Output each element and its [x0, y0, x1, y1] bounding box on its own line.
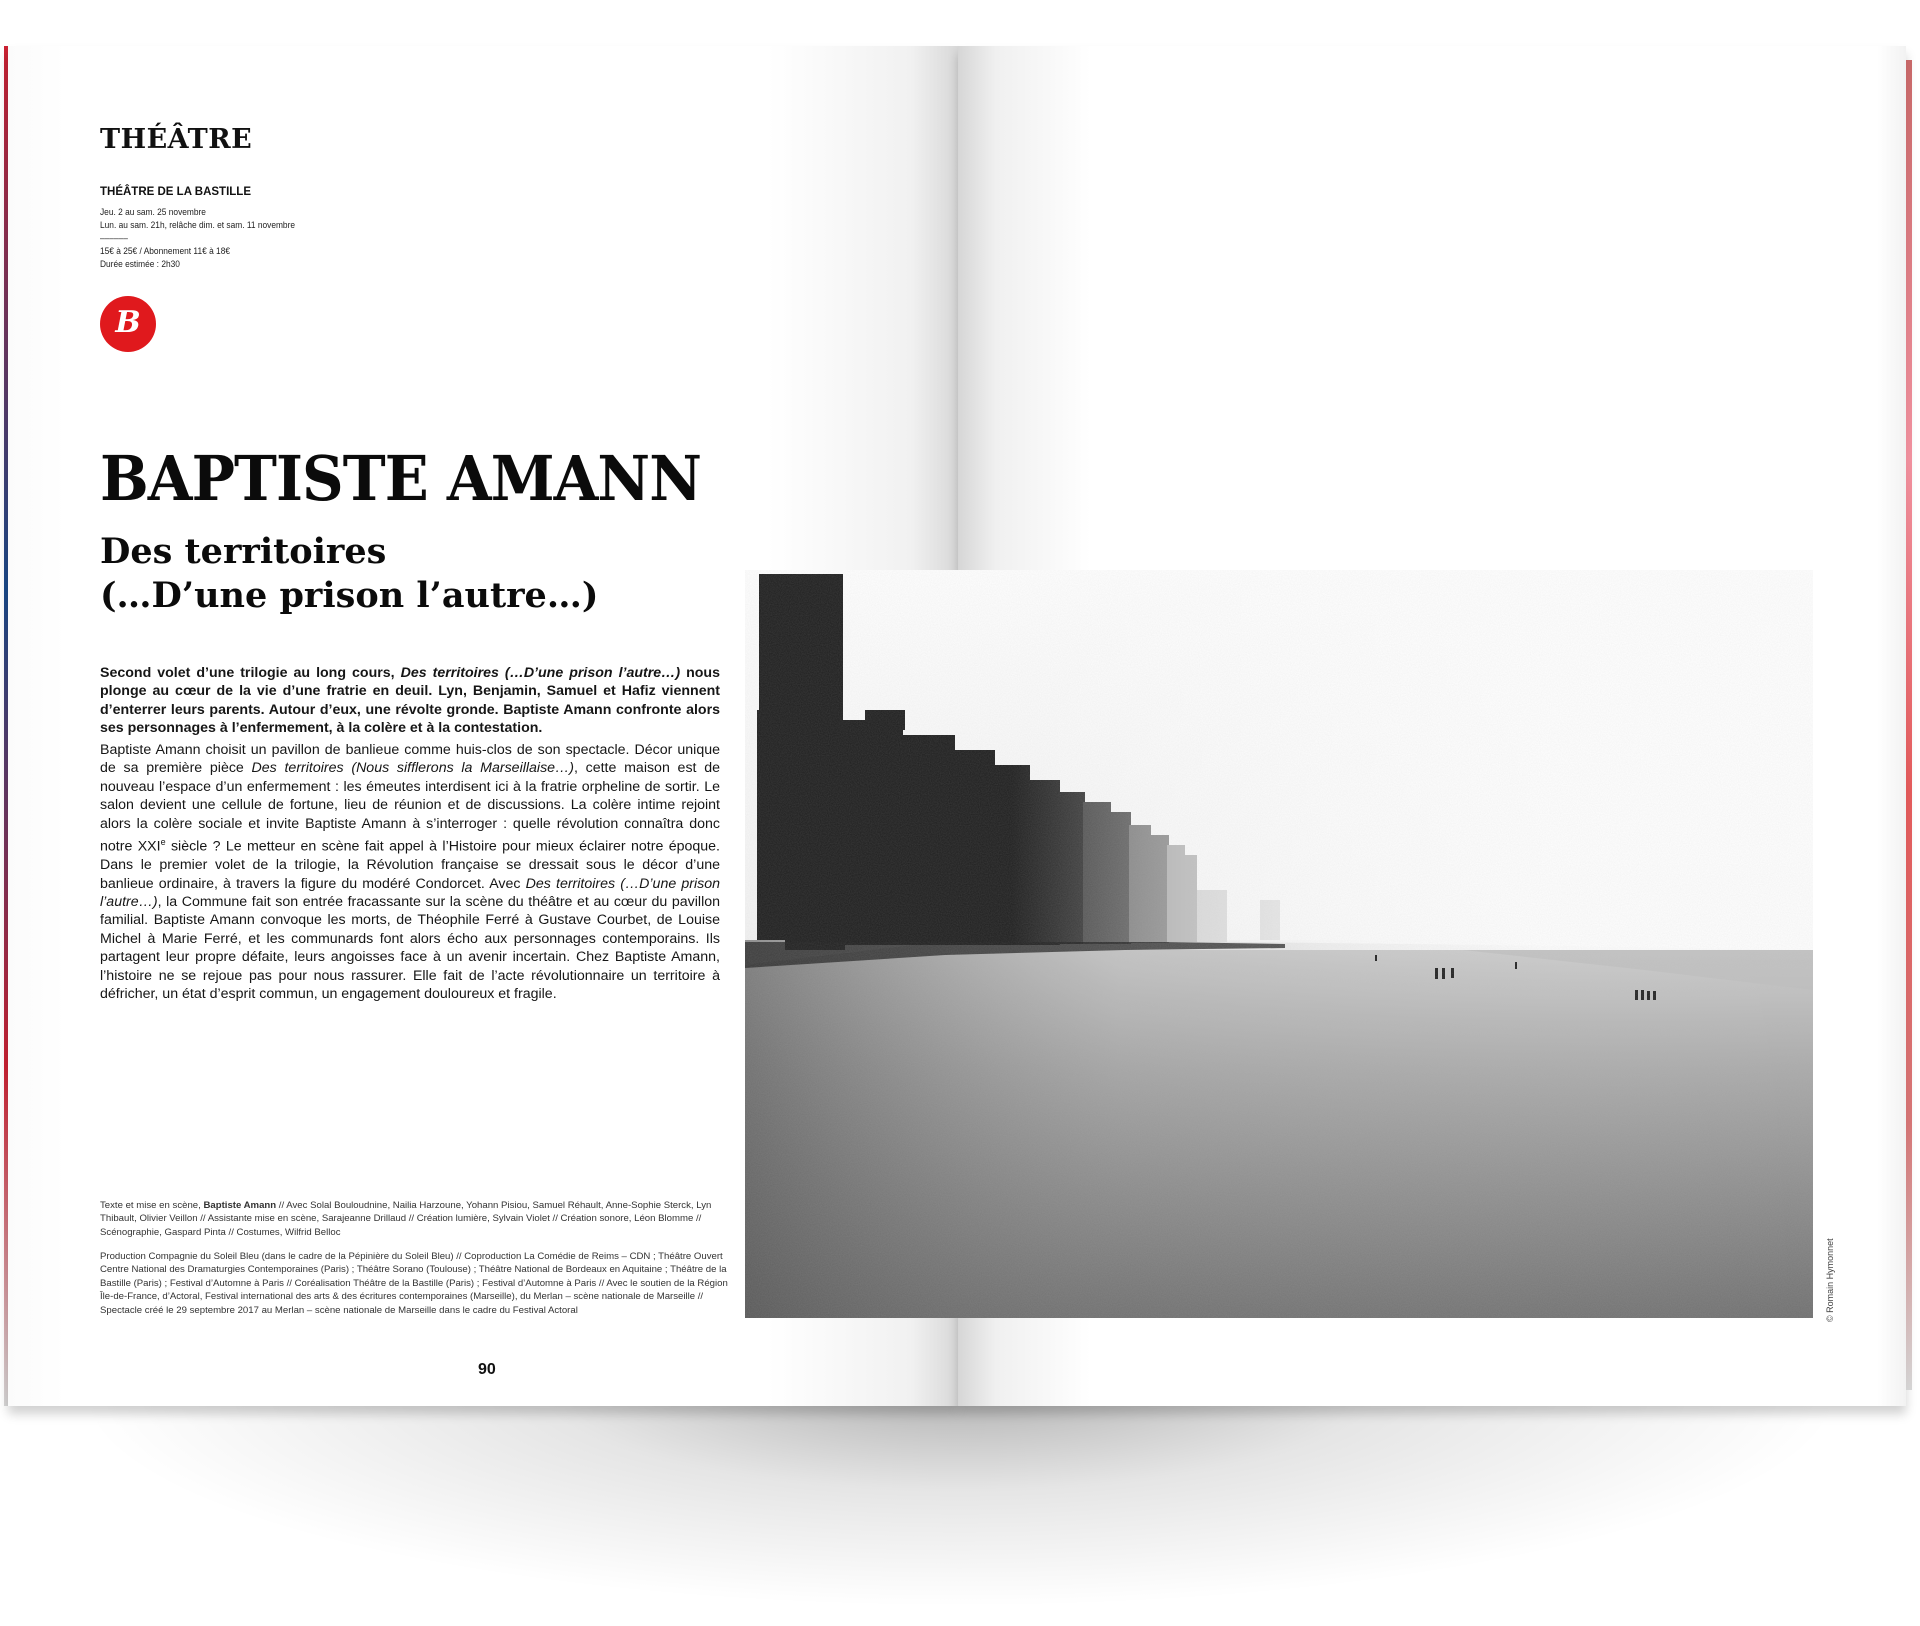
venue-name: THÉÂTRE DE LA BASTILLE	[100, 186, 251, 198]
beach-photo	[745, 570, 1813, 1318]
credits-cast	[100, 1199, 730, 1239]
info-schedule: Lun. au sam. 21h, relâche dim. et sam. 11 novembre	[100, 220, 296, 231]
page-number: 90	[478, 1361, 496, 1378]
spread-shadow	[0, 1390, 1920, 1626]
body-paragraph	[100, 741, 720, 1003]
theatre-logo	[100, 296, 156, 352]
subtitle-line-1: Des territoires	[100, 531, 387, 572]
body-superscript: e	[160, 837, 166, 848]
subtitle-line-2: (…D’une prison l’autre…)	[100, 575, 599, 616]
lead-paragraph	[100, 664, 720, 738]
article-title: BAPTISTE AMANN	[100, 442, 701, 515]
info-duration: Durée estimée : 2h30	[100, 259, 180, 270]
credits-production: Production Compagnie du Soleil Bleu (dans le cadre de la Pépinière du Soleil Bleu) // Coproduction La Comédie de Reims – CDN ; Théâtre Ouvert Centre National des Dramaturgies Contemporaines (Paris) ; Théâtre Sorano (Toulouse) ; Théâtre National de Bordeaux en Aquitaine ; Théâtre de la Bastille (Paris) ; Festival d’Automne à Paris // Coréalisation Théâtre de la Bastille (Paris) ; Festival d’Automne à Paris // Avec le soutien de la Région Île-de-France, d’Actoral, Festival international des arts & des écritures contemporaines (Marseille), du Merlan – scène nationale de Marseille // Spectacle créé le 29 septembre 2017 au Merlan – scène nationale de Marseille dans le cadre du Festival Actoral	[100, 1251, 728, 1316]
body-italic-1: Des territoires (Nous sifflerons la Marseillaise…)	[251, 760, 574, 777]
info-dates: Jeu. 2 au sam. 25 novembre	[100, 207, 206, 218]
right-page-edge	[1906, 60, 1912, 1390]
info-separator: ––––––	[100, 233, 128, 244]
article-subtitle	[100, 530, 598, 618]
info-prices: 15€ à 25€ / Abonnement 11€ à 18€	[100, 246, 231, 257]
theatre-logo-glyph: B	[115, 305, 141, 340]
body-text-3: siècle ? Le metteur en scène fait appel à l’Histoire pour mieux éclairer notre époque. Dans le premier volet de la trilogie, la Révolution française se dressait sous le décor d’une banlieue ordinaire, à travers la figure du modéré Condorcet. Avec	[100, 838, 720, 892]
body-text-1: Baptiste Amann choisit un pavillon de banlieue comme huis-clos de son spectacle. Décor unique de sa première pièce	[100, 742, 720, 777]
lead-title-italic: Des territoires (…D’une prison l’autre…)	[400, 665, 681, 681]
section-label: THÉÂTRE	[100, 124, 253, 155]
body-italic-2: Des territoires (…D’une prison l’autre…)	[100, 875, 720, 910]
body-text-4: , la Commune fait son entrée fracassante sur la scène du théâtre et au cœur du pavillon familial. Baptiste Amann convoque les morts, de Théophile Ferré à Gustave Courbet, de Louise Michel à Marie Ferré, et les communards font alors écho aux personnages contemporains. Ils partagent leur propre défaite, leurs angoisses face à un avenir incertain. Chez Baptiste Amann, l’histoire ne se rejoue pas pour nous rassurer. Elle fait de l’acte révolutionnaire un territoire à défricher, un état d’esprit commun, un engagement douloureux et fragile.	[100, 893, 720, 1003]
lead-text-2: nous plonge au cœur de la vie d’une fratrie en deuil. Lyn, Benjamin, Samuel et Hafiz viennent d’enterrer leurs parents. Autour d’eux, une révolte gronde. Baptiste Amann confronte alors ses personnages à l’enfermement, à la colère et à la contestation.	[100, 665, 720, 737]
credits-rest: // Avec Solal Bouloudnine, Nailia Harzoune, Yohann Pisiou, Samuel Réhault, Anne-Sophie Sterck, Lyn Thibault, Olivier Veillon // Assistante mise en scène, Sarajeanne Drillaud // Création lumière, Sylvain Violet // Création sonore, Léon Blomme // Scénographie, Gaspard Pinta // Costumes, Wilfrid Belloc	[100, 1200, 712, 1238]
lead-text-1: Second volet d’une trilogie au long cours,	[100, 665, 401, 681]
body-text-2: , cette maison est de nouveau l’espace d’un enfermement : les émeutes interdisent ici à la fratrie orpheline de sortir. Le salon devient une cellule de fortune, lieu de réunion et de discussions. La colère intime rejoint alors la colère sociale et invite Baptiste Amann à s’interroger : quelle révolution connaîtra donc notre XXI	[100, 760, 720, 855]
credits-author: Baptiste Amann	[203, 1200, 277, 1211]
photo-credit: © Romain Hymonnet	[1825, 1238, 1835, 1322]
credits-prefix: Texte et mise en scène,	[100, 1200, 204, 1211]
